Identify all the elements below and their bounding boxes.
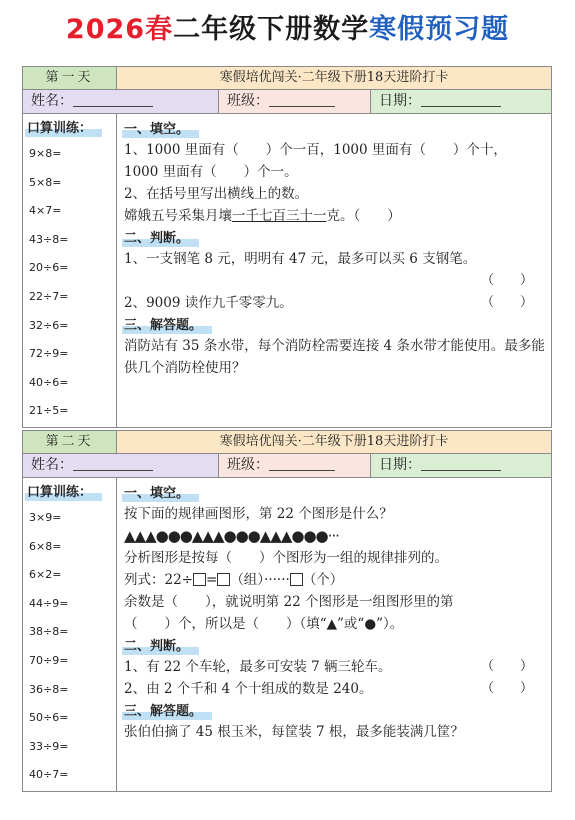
- answer-box[interactable]: [217, 573, 230, 586]
- name-field[interactable]: [23, 454, 219, 477]
- oral-item: 6×8=: [29, 539, 62, 553]
- question-text: 1、1000 里面有（ ）个一百，1000 里面有（ ）个十，: [124, 142, 507, 158]
- class-field[interactable]: [219, 90, 371, 113]
- answer-box[interactable]: [193, 573, 206, 586]
- date-field[interactable]: [371, 90, 551, 113]
- date-blank[interactable]: [421, 456, 501, 471]
- title-grade: 二年级下册数学: [173, 14, 370, 45]
- title-year: 2026: [65, 14, 146, 45]
- answer-row: [124, 270, 547, 292]
- oral-item: 40÷6=: [29, 375, 69, 389]
- name-blank[interactable]: [73, 456, 153, 471]
- oral-item: 6×2=: [29, 568, 62, 582]
- title-season: 春: [145, 14, 174, 45]
- page-title: [0, 6, 575, 54]
- class-blank[interactable]: [269, 456, 335, 471]
- oral-item: 38÷8=: [29, 625, 69, 639]
- question-text: 2、由 2 个千和 4 个十组成的数是 240。 （ ）: [124, 678, 547, 700]
- name-blank[interactable]: [73, 92, 153, 107]
- oral-item: 72÷9=: [29, 347, 69, 361]
- date-blank[interactable]: [421, 92, 501, 107]
- oral-item: 70÷9=: [29, 653, 69, 667]
- section-judge: 二、判断。: [124, 639, 190, 654]
- section-fill-blank: 一、填空。: [124, 122, 190, 137]
- oral-training-column: [23, 478, 117, 791]
- oral-training-column: [23, 114, 117, 427]
- day-title: 寒假培优闯关·二年级下册18天进阶打卡: [117, 67, 551, 89]
- oral-item: 4×7=: [29, 204, 62, 218]
- date-field[interactable]: [371, 454, 551, 477]
- shape-pattern: ▲▲▲●●●▲▲▲●●●▲▲▲●●●···: [124, 527, 339, 545]
- student-info-row: [23, 89, 551, 114]
- answer-paren[interactable]: （ ）: [480, 681, 533, 696]
- name-label: 姓名：: [31, 457, 73, 473]
- oral-item: 40÷7=: [29, 768, 69, 782]
- oral-item: 44÷9=: [29, 596, 69, 610]
- oral-item: 20÷6=: [29, 261, 69, 275]
- title-suffix: 寒假预习题: [369, 14, 510, 45]
- oral-training-heading: 口算训练：: [27, 485, 93, 500]
- student-info-row: [23, 453, 551, 478]
- question-text: 1、一支钢笔 8 元，明明有 47 元，最多可以买 6 支钢笔。: [124, 251, 477, 267]
- oral-item: 43÷8=: [29, 232, 69, 246]
- name-field[interactable]: [23, 90, 219, 113]
- questions-column: [118, 114, 551, 427]
- section-judge: 二、判断。: [124, 231, 190, 246]
- oral-item: 50÷6=: [29, 711, 69, 725]
- oral-item: 33÷9=: [29, 739, 69, 753]
- questions-column: [118, 478, 551, 791]
- oral-item: 5×8=: [29, 175, 62, 189]
- question-text: 2、9009 读作九千零零九。 （ ）: [124, 292, 547, 314]
- oral-item: 36÷8=: [29, 682, 69, 696]
- question-text: 张伯伯摘了 45 根玉米，每筐装 7 根，最多能装满几筐？: [124, 724, 464, 740]
- question-text: （ ）个，所以是（ ）（填“▲”或“●”）。: [124, 616, 404, 632]
- question-text: 余数是（ ），就说明第 22 个图形是一组图形里的第: [124, 594, 454, 610]
- day-header: [23, 67, 551, 89]
- day-title: 寒假培优闯关·二年级下册18天进阶打卡: [117, 431, 551, 453]
- answer-paren[interactable]: （ ）: [480, 659, 533, 674]
- section-solve: 三、解答题。: [124, 704, 203, 719]
- oral-item: 3×9=: [29, 511, 62, 524]
- class-field[interactable]: [219, 454, 371, 477]
- day-label: 第一天: [23, 67, 117, 89]
- question-text: 按下面的规律画图形，第 22 个图形是什么？: [124, 506, 393, 522]
- day-label: 第二天: [23, 431, 117, 453]
- answer-paren[interactable]: （ ）: [480, 295, 533, 310]
- question-text: 消防站有 35 条水带，每个消防栓需要连接 4 条水带才能使用。最多能供几个消防栓使用？: [124, 338, 545, 376]
- section-fill-blank: 一、填空。: [124, 486, 190, 501]
- day-header: [23, 431, 551, 453]
- day-one-sheet: [22, 66, 552, 428]
- day-two-sheet: [22, 430, 552, 792]
- oral-item: 22÷7=: [29, 289, 69, 303]
- underlined-number: 一千七百三十一: [232, 208, 327, 224]
- question-text: 2、在括号里写出横线上的数。: [124, 186, 309, 202]
- day-body: [23, 114, 551, 427]
- oral-training-heading: 口算训练：: [27, 121, 93, 136]
- date-label: 日期：: [379, 93, 421, 109]
- answer-box[interactable]: [290, 573, 303, 586]
- oral-item: 21÷5=: [29, 404, 69, 418]
- name-label: 姓名：: [31, 93, 73, 109]
- class-blank[interactable]: [269, 92, 335, 107]
- question-text: 1、有 22 个车轮，最多可安装 7 辆三轮车。 （ ）: [124, 656, 547, 678]
- question-text: 1000 里面有（ ）个一。: [124, 164, 298, 180]
- oral-item: 9×8=: [29, 147, 62, 160]
- day-body: [23, 478, 551, 791]
- question-text: 分析图形是按每（ ）个图形为一组的规律排列的。: [124, 550, 448, 566]
- class-label: 班级：: [227, 93, 269, 109]
- oral-item: 32÷6=: [29, 318, 69, 332]
- date-label: 日期：: [379, 457, 421, 473]
- section-solve: 三、解答题。: [124, 318, 203, 333]
- class-label: 班级：: [227, 457, 269, 473]
- question-text: 嫦娥五号采集月壤一千七百三十一克。（ ）: [124, 208, 401, 224]
- formula-line: 列式：22÷ = （组）······ （个）: [124, 572, 344, 588]
- answer-paren[interactable]: （ ）: [480, 273, 533, 288]
